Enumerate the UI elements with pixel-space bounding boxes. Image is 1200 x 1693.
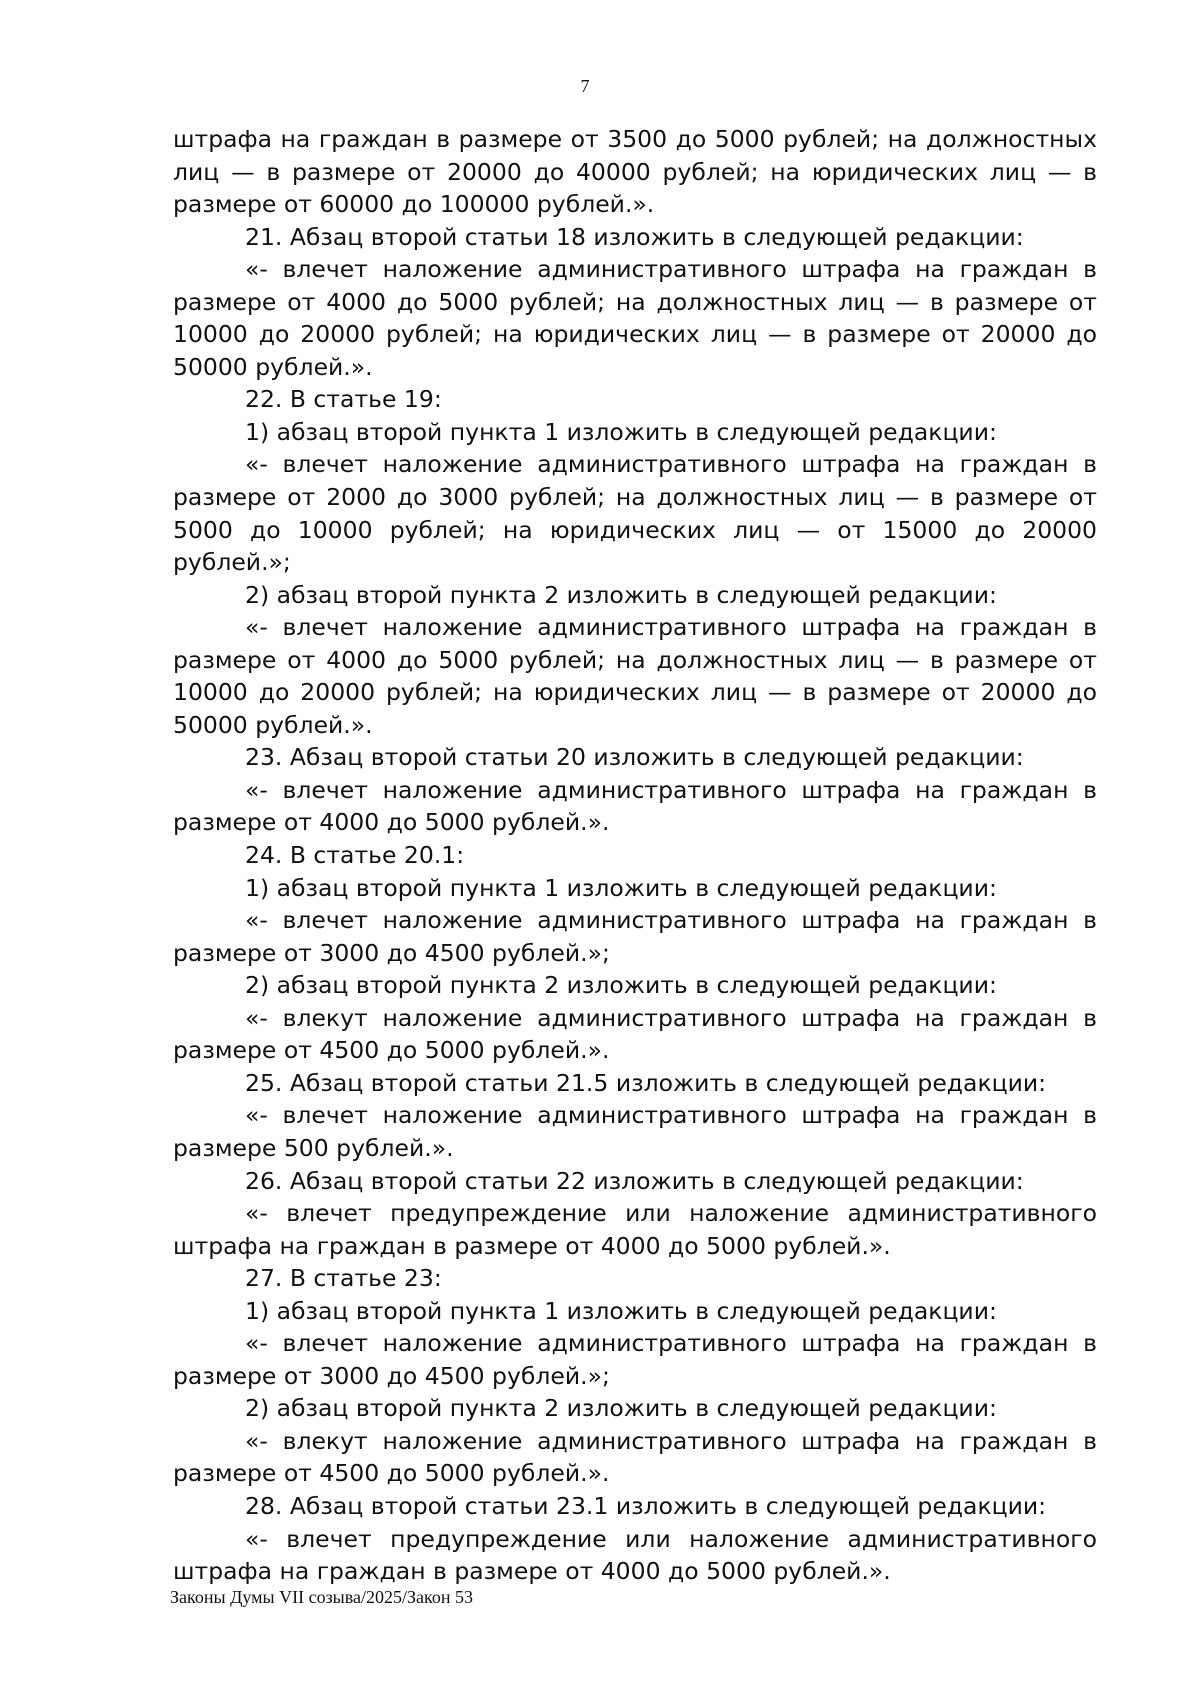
paragraph: 1) абзац второй пункта 1 изложить в следующей редакции: (245, 1296, 997, 1325)
paragraph: 22. В статье 19: (245, 385, 442, 414)
paragraph: «- влечет наложение административного штрафа на граждан в размере от 4000 до 5000 рублей; на должностных лиц — в размере от 10000 до 20000 рублей; на юридических лиц — в размере от 20000 до 50000 рублей.». (173, 255, 1097, 381)
paragraph: 21. Абзац второй статьи 18 изложить в следующей редакции: (245, 222, 1024, 251)
paragraph: «- влечет наложение административного штрафа на граждан в размере 500 рублей.». (173, 1101, 1097, 1162)
page-number: 7 (580, 76, 590, 96)
paragraph: 24. В статье 20.1: (245, 841, 465, 870)
paragraph: 1) абзац второй пункта 1 изложить в следующей редакции: (245, 417, 997, 446)
paragraph: «- влекут наложение административного штрафа на граждан в размере от 4500 до 5000 рублей.». (173, 1003, 1097, 1065)
paragraph: «- влечет предупреждение или наложение административного штрафа на граждан в размере от 4000 до 5000 рублей.». (173, 1199, 1097, 1260)
paragraph: «- влечет наложение административного штрафа на граждан в размере от 2000 до 3000 рублей; на должностных лиц — в размере от 5000 до 10000 рублей; на юридических лиц — от 15000 до 20000 рублей.»; (173, 450, 1097, 577)
paragraph: 1) абзац второй пункта 1 изложить в следующей редакции: (245, 873, 997, 902)
paragraph: «- влечет наложение административного штрафа на граждан в размере от 3000 до 4500 рублей.»; (173, 1329, 1097, 1390)
paragraph: 25. Абзац второй статьи 21.5 изложить в следующей редакции: (245, 1068, 1047, 1097)
paragraph: 2) абзац второй пункта 2 изложить в следующей редакции: (245, 971, 997, 1000)
paragraph: 27. В статье 23: (245, 1264, 442, 1293)
paragraph: 26. Абзац второй статьи 22 изложить в следующей редакции: (245, 1166, 1024, 1195)
document-footer: Законы Думы VII созыва/2025/Закон 53 (170, 1587, 473, 1607)
paragraph: «- влечет наложение административного штрафа на граждан в размере от 4000 до 5000 рублей.». (173, 775, 1097, 837)
paragraph: «- влекут наложение административного штрафа на граждан в размере от 4500 до 5000 рублей.». (173, 1426, 1097, 1488)
paragraph: «- влечет предупреждение или наложение административного штрафа на граждан в размере от 4000 до 5000 рублей.». (173, 1524, 1097, 1586)
paragraph: 2) абзац второй пункта 2 изложить в следующей редакции: (245, 580, 997, 609)
paragraph: 23. Абзац второй статьи 20 изложить в следующей редакции: (245, 743, 1024, 772)
document-body (173, 123, 1097, 1588)
paragraph: «- влечет наложение административного штрафа на граждан в размере от 3000 до 4500 рублей.»; (173, 906, 1097, 967)
paragraph: 2) абзац второй пункта 2 изложить в следующей редакции: (245, 1394, 997, 1423)
paragraph: 28. Абзац второй статьи 23.1 изложить в следующей редакции: (245, 1491, 1047, 1520)
paragraph: «- влечет наложение административного штрафа на граждан в размере от 4000 до 5000 рублей; на должностных лиц — в размере от 10000 до 20000 рублей; на юридических лиц — в размере от 20000 до 50000 рублей.». (173, 613, 1097, 739)
paragraph: штрафа на граждан в размере от 3500 до 5000 рублей; на должностных лиц — в размере от 20000 до 40000 рублей; на юридических лиц — в размере от 60000 до 100000 рублей.». (173, 125, 1097, 219)
